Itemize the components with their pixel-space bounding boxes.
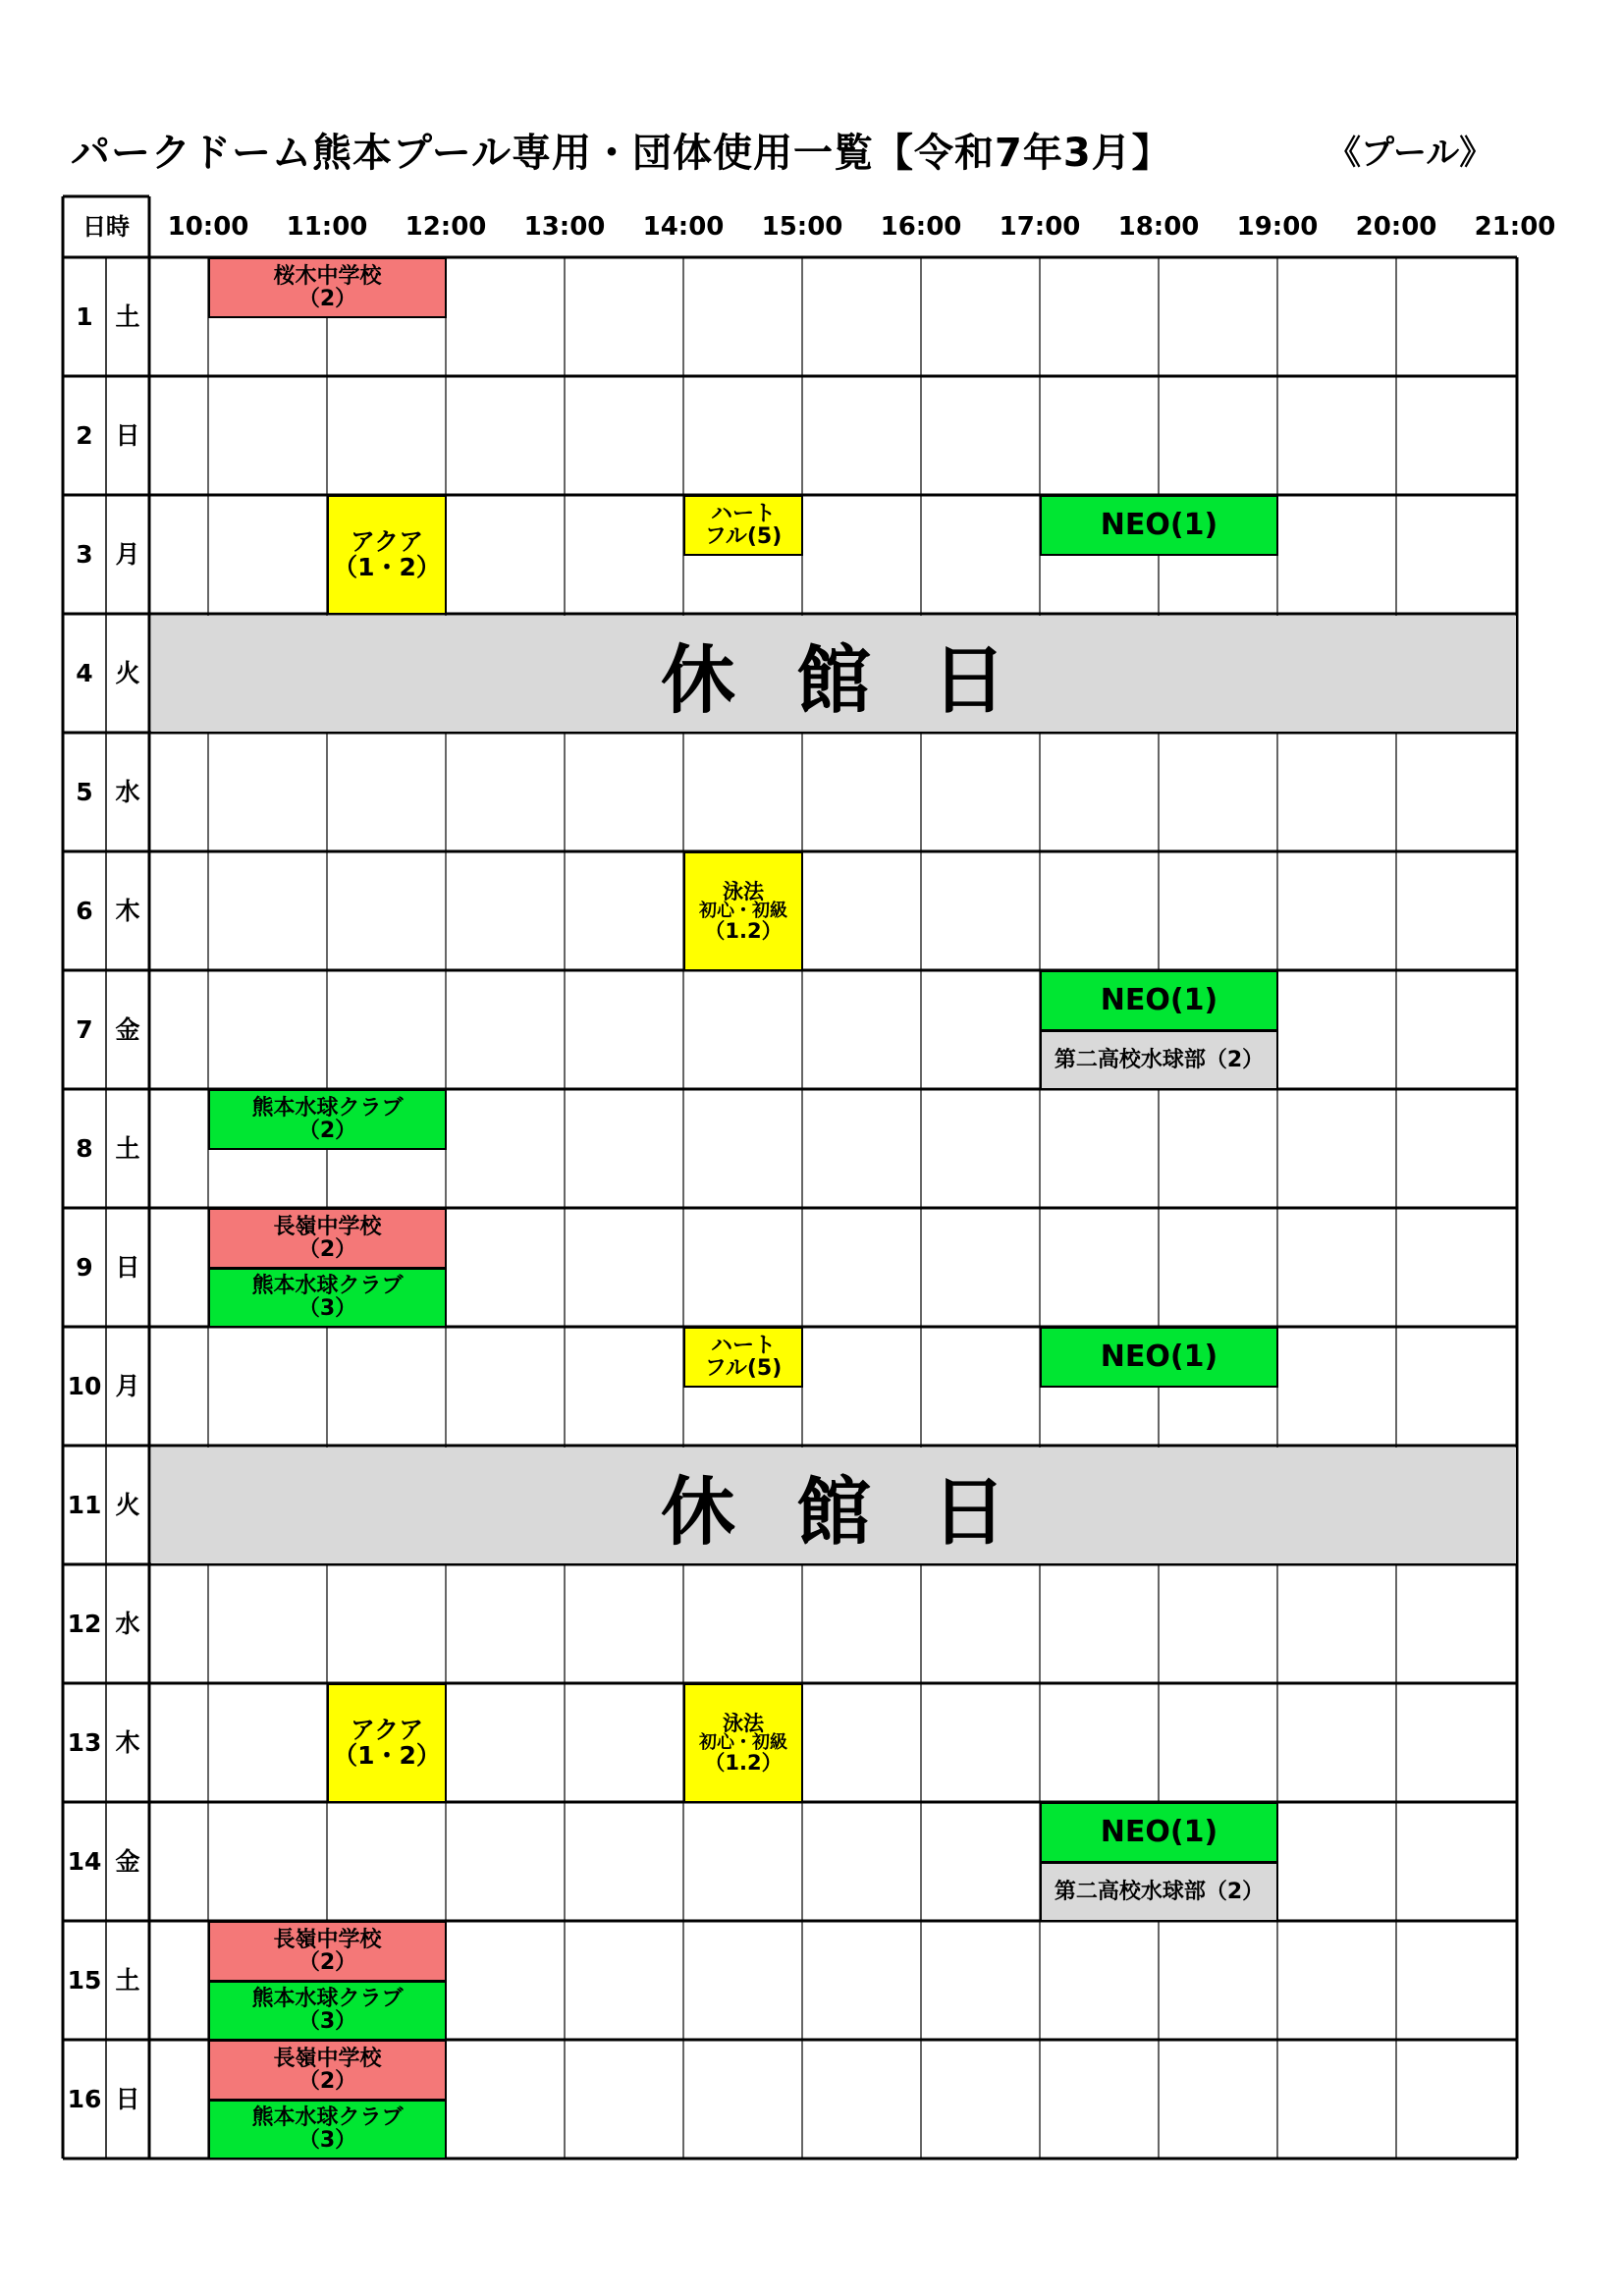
reservation-label: （2） (298, 286, 357, 311)
time-header: 18:00 (1117, 212, 1200, 242)
time-header: 12:00 (405, 212, 487, 242)
reservation-label: 長嶺中学校 (273, 1214, 382, 1239)
reservation-label: 熊本水球クラブ (251, 2105, 404, 2131)
date-column-header: 日時 (82, 213, 130, 241)
reservation-label: （1.2） (704, 1751, 783, 1776)
reservation-label: ハート (710, 1333, 776, 1358)
reservation-block (1040, 1030, 1278, 1091)
reservation-block (683, 495, 803, 556)
time-header: 21:00 (1474, 212, 1556, 242)
day-number: 9 (76, 1253, 93, 1282)
day-number: 15 (67, 1966, 102, 1995)
day-number: 1 (76, 302, 93, 331)
reservation-label: 熊本水球クラブ (251, 1274, 404, 1299)
reservation-label: （1・2） (333, 1741, 441, 1770)
reservation-label: （2） (298, 1118, 357, 1143)
day-number: 6 (76, 897, 93, 925)
day-number: 13 (67, 1728, 102, 1757)
day-weekday: 金 (115, 1015, 140, 1044)
day-number: 8 (76, 1134, 93, 1163)
reservation-label: NEO(1) (1100, 508, 1218, 542)
day-number: 14 (67, 1847, 102, 1876)
reservation-label: 泳法 (723, 1711, 764, 1735)
day-number: 3 (76, 540, 93, 569)
day-number: 4 (76, 659, 93, 687)
day-weekday: 月 (115, 1372, 140, 1400)
time-header: 16:00 (880, 212, 962, 242)
reservation-block (208, 1268, 447, 1329)
reservation-label: ハート (710, 501, 776, 526)
reservation-block (208, 1981, 447, 2042)
reservation-label: アクア (350, 1715, 424, 1744)
reservation-block (683, 851, 803, 971)
day-number: 16 (67, 2085, 102, 2113)
reservation-label: （2） (298, 1949, 357, 1975)
day-weekday: 土 (115, 1134, 140, 1163)
reservation-block (1040, 1802, 1278, 1863)
reservation-label: 熊本水球クラブ (251, 1987, 404, 2012)
day-weekday: 土 (115, 1966, 140, 1995)
reservation-block (1040, 495, 1278, 556)
reservation-label: （1.2） (704, 919, 783, 944)
day-weekday: 水 (115, 1610, 140, 1638)
reservation-label: 泳法 (723, 879, 764, 903)
reservation-block (208, 2040, 447, 2101)
reservation-block (208, 1208, 447, 1269)
reservation-block (208, 1921, 447, 1982)
day-weekday: 月 (115, 540, 140, 569)
time-header: 15:00 (761, 212, 843, 242)
day-number: 11 (67, 1491, 102, 1519)
reservation-label: （3） (298, 1296, 357, 1322)
reservation-label: （3） (298, 2009, 357, 2035)
reservation-label: 長嶺中学校 (273, 1927, 382, 1952)
day-weekday: 日 (115, 421, 140, 450)
reservation-block (327, 1683, 447, 1803)
day-number: 7 (76, 1015, 93, 1044)
reservation-block (1040, 1862, 1278, 1923)
day-weekday: 金 (115, 1847, 140, 1876)
reservation-label: 第二高校水球部（2） (1054, 1047, 1265, 1072)
closed-day-bar: 休館日 (151, 616, 1516, 732)
reservation-label: アクア (350, 526, 424, 556)
reservation-block (208, 257, 447, 318)
reservation-block (683, 1683, 803, 1803)
day-number: 2 (76, 421, 93, 450)
page-subtitle: 《プール》 (1327, 134, 1493, 173)
day-weekday: 水 (115, 778, 140, 806)
reservation-label: （2） (298, 2068, 357, 2094)
day-number: 12 (67, 1610, 102, 1638)
time-header: 20:00 (1355, 212, 1437, 242)
day-weekday: 木 (115, 897, 140, 925)
day-weekday: 日 (115, 2085, 140, 2113)
time-header: 14:00 (642, 212, 725, 242)
time-header: 17:00 (999, 212, 1081, 242)
reservation-label: 初心・初級 (699, 1731, 787, 1753)
reservation-label: （3） (298, 2128, 357, 2154)
day-number: 10 (67, 1372, 102, 1400)
time-header: 11:00 (286, 212, 368, 242)
reservation-label: 桜木中学校 (273, 263, 382, 289)
reservation-block (327, 495, 447, 615)
reservation-label: 長嶺中学校 (273, 2046, 382, 2071)
reservation-label: フル(5) (704, 1355, 783, 1381)
time-header: 10:00 (167, 212, 249, 242)
day-weekday: 火 (115, 1491, 140, 1519)
reservation-label: 第二高校水球部（2） (1054, 1879, 1265, 1904)
reservation-label: NEO(1) (1100, 983, 1218, 1017)
day-weekday: 木 (115, 1728, 140, 1757)
time-header: 13:00 (523, 212, 606, 242)
day-weekday: 土 (115, 302, 140, 331)
day-weekday: 日 (115, 1253, 140, 1282)
reservation-block (1040, 970, 1278, 1031)
reservation-label: NEO(1) (1100, 1815, 1218, 1849)
reservation-label: （2） (298, 1236, 357, 1262)
day-weekday: 火 (115, 659, 140, 687)
reservation-block (1040, 1327, 1278, 1388)
reservation-label: NEO(1) (1100, 1339, 1218, 1374)
day-number: 5 (76, 778, 93, 806)
time-header: 19:00 (1236, 212, 1319, 242)
reservation-label: 熊本水球クラブ (251, 1095, 404, 1121)
reservation-block (683, 1327, 803, 1388)
reservation-label: （1・2） (333, 553, 441, 581)
page-title: パークドーム熊本プール専用・団体使用一覧【令和7年3月】 (71, 131, 1172, 176)
reservation-block (208, 2100, 447, 2160)
reservation-label: 初心・初級 (699, 900, 787, 921)
closed-day-bar: 休館日 (151, 1448, 1516, 1563)
reservation-block (208, 1089, 447, 1150)
reservation-label: フル(5) (704, 523, 783, 549)
